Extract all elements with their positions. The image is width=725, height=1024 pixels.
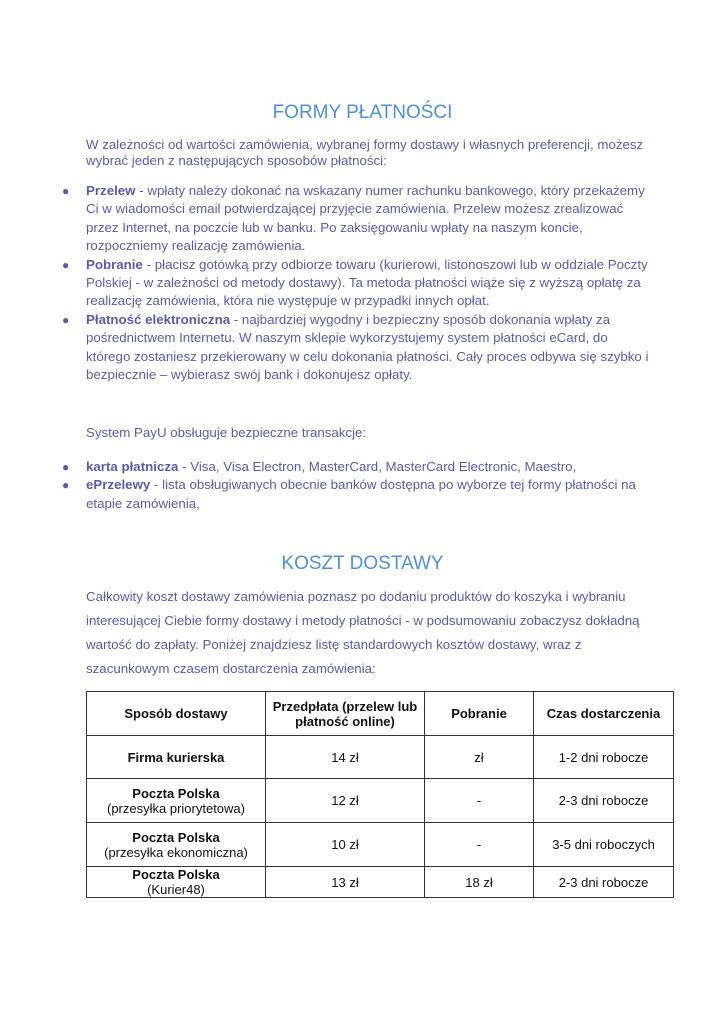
payu-intro-paragraph: System PayU obsługuje bezpieczne transakcje: — [86, 425, 367, 440]
bullet-icon: ● — [62, 257, 70, 272]
cell-cod: - — [425, 779, 534, 823]
method-description: - płacisz gotówką przy odbiorze towaru (kurierowi, listonoszowi lub w oddziale Poczty Polskiej - w zależności od metody dostawy). Ta metoda płatności wiąże się z wyższą opłatę za realizację zamówienia, która nie występuje w przypadki innych opłat. — [86, 256, 648, 309]
method-description: - lista obsługiwanych obecnie banków dostępna po wyborze tej formy płatności na etapie zamówienia, — [86, 477, 636, 511]
table-row — [87, 867, 674, 898]
shipping-cost-heading: KOSZT DOSTAWY — [281, 553, 444, 574]
cell-method — [87, 867, 266, 898]
method-name: Poczta Polska — [132, 829, 220, 845]
cell-prepaid: 14 zł — [266, 736, 425, 779]
cell-time: 3-5 dni roboczych — [534, 823, 674, 867]
cell-time: 1-2 dni robocze — [534, 736, 674, 779]
cell-prepaid: 12 zł — [266, 779, 425, 823]
table-header-row — [87, 692, 674, 736]
cell-method — [87, 779, 266, 823]
bullet-icon: ● — [62, 460, 70, 474]
method-description: - najbardziej wygodny i bezpieczny sposób dokonania wpłaty za pośrednictwem Internetu. W naszym sklepie wykorzystujemy system płatności eCard, do którego zostaniesz przekierowany w celu dokonania płatności. Cały proces odbywa się szybko i bezpiecznie – wybierasz swój bank i dokonujesz opłaty. — [86, 311, 649, 383]
cell-method — [87, 823, 266, 867]
list-item-karta-platnicza — [62, 458, 654, 476]
cell-method — [87, 736, 266, 779]
method-subtitle: (przesyłka ekonomiczna) — [104, 844, 248, 860]
list-item-pobranie — [62, 256, 654, 311]
method-name: Poczta Polska — [132, 785, 220, 801]
method-description: - wpłaty należy dokonać na wskazany numer rachunku bankowego, który przekażemy Ci w wiadomości email potwierdzającej przyjęcie zamówienia. Przelew możesz zrealizować przez Internet, na poczcie lub w banku. Po zaksięgowaniu wpłaty na naszym koncie, rozpoczniemy realizację zamówienia. — [86, 183, 645, 254]
cell-time: 2-3 dni robocze — [534, 867, 674, 898]
cell-prepaid: 13 zł — [266, 867, 425, 898]
list-item-eprzelewy — [62, 476, 654, 513]
payu-methods-list — [62, 458, 654, 513]
header-time: Czas dostarczenia — [534, 692, 674, 736]
shipping-intro-paragraph: Całkowity koszt dostawy zamówienia poznasz po dodaniu produktów do koszyka i wybraniu interesującej Ciebie formy dostawy i metody płatności - w podsumowaniu zobaczysz dokładną wartość do zapłaty. Poniżej znajdziesz listę standardowych kosztów dostawy, wraz z szacunkowym czasem dostarczenia zamówienia: — [86, 589, 640, 676]
payment-methods-heading: FORMY PŁATNOŚCI — [272, 102, 453, 123]
bullet-icon: ● — [62, 478, 70, 493]
header-method: Sposób dostawy — [87, 692, 266, 736]
cell-prepaid: 10 zł — [266, 823, 425, 867]
method-name: Poczta Polska — [132, 867, 220, 882]
cell-cod: 18 zł — [425, 867, 534, 898]
method-name: Pobranie — [86, 256, 143, 272]
table-row — [87, 736, 674, 779]
method-name: Płatność elektroniczna — [86, 311, 231, 327]
list-item-przelew — [62, 182, 654, 256]
method-description: - Visa, Visa Electron, MasterCard, MasterCard Electronic, Maestro, — [178, 459, 577, 474]
method-name: ePrzelewy — [86, 477, 151, 493]
header-prepaid: Przedpłata (przelew lub płatność online) — [266, 692, 425, 736]
cell-time: 2-3 dni robocze — [534, 779, 674, 823]
bullet-icon: ● — [62, 312, 70, 327]
method-subtitle: (przesyłka priorytetowa) — [107, 800, 245, 816]
table-row — [87, 779, 674, 823]
method-name: Przelew — [86, 183, 136, 198]
payment-intro-paragraph: W zależności od wartości zamówienia, wybranej formy dostawy i własnych preferencji, możesz wybrać jeden z następujących sposobów płatności: — [86, 137, 644, 168]
header-cod: Pobranie — [425, 692, 534, 736]
method-name: Firma kurierska — [127, 749, 225, 765]
table-row — [87, 823, 674, 867]
bullet-icon: ● — [62, 184, 70, 198]
method-subtitle: (Kurier48) — [147, 882, 205, 897]
cell-cod: zł — [425, 736, 534, 779]
shipping-cost-table — [86, 691, 674, 898]
cell-cod: - — [425, 823, 534, 867]
payment-methods-list — [62, 182, 654, 384]
list-item-platnosc-elektroniczna — [62, 311, 654, 385]
method-name: karta płatnicza — [86, 459, 179, 474]
